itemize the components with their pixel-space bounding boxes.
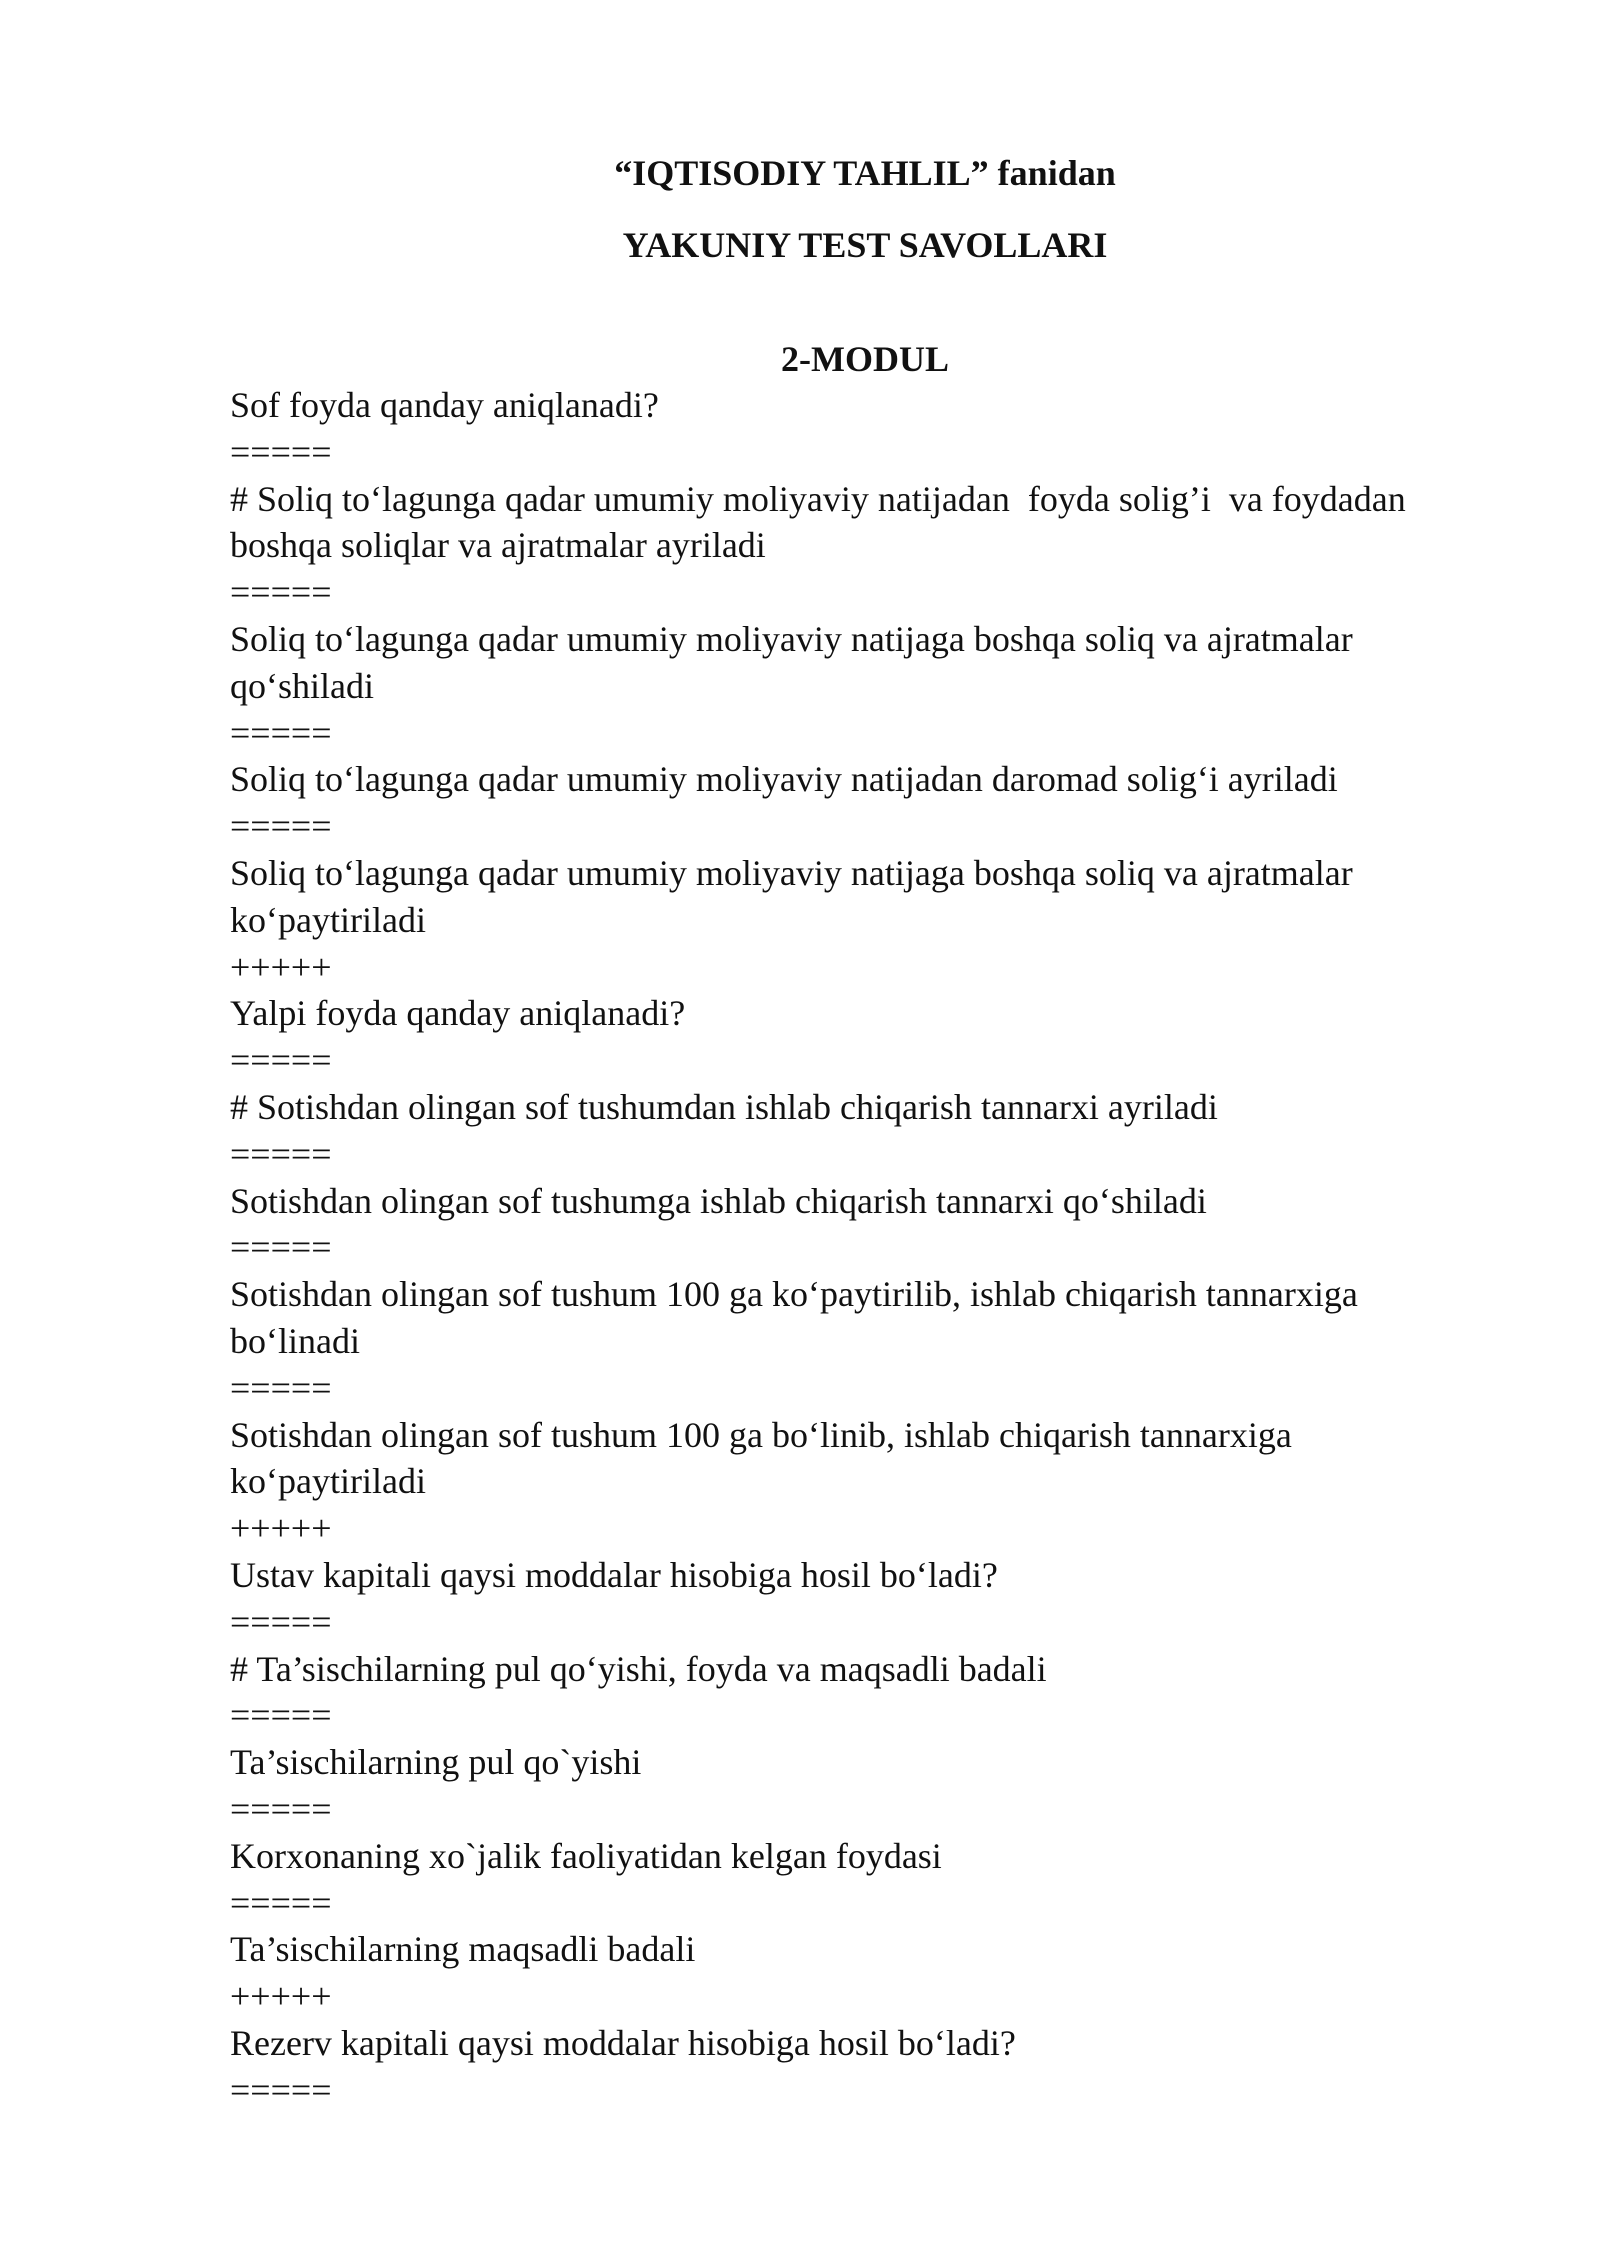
separator-line: ===== xyxy=(230,1788,332,1829)
document-title: “IQTISODIY TAHLIL” fanidan xyxy=(614,153,1116,193)
text-line: boshqa soliqlar va ajratmalar ayriladi xyxy=(230,525,766,566)
text-line: Yalpi foyda qanday aniqlanadi? xyxy=(230,993,686,1034)
separator-line: ===== xyxy=(230,1695,332,1736)
text-line: # Ta’sischilarning pul qo‘yishi, foyda va maqsadli badali xyxy=(230,1648,1047,1689)
separator-line: ===== xyxy=(230,806,332,847)
text-line: Ustav kapitali qaysi moddalar hisobiga hosil bo‘ladi? xyxy=(230,1554,998,1595)
text-line: ko‘paytiriladi xyxy=(230,1461,426,1502)
text-line: qo‘shiladi xyxy=(230,665,374,706)
text-line: Sotishdan olingan sof tushum 100 ga bo‘linib, ishlab chiqarish tannarxiga xyxy=(230,1414,1292,1455)
text-line: Ta’sischilarning maqsadli badali xyxy=(230,1929,696,1970)
separator-line: ===== xyxy=(230,1882,332,1923)
text-line: bo‘linadi xyxy=(230,1320,360,1361)
text-line: Soliq to‘lagunga qadar umumiy moliyaviy natijaga boshqa soliq va ajratmalar xyxy=(230,852,1353,893)
question-separator-line: +++++ xyxy=(230,946,332,987)
text-line: Sotishdan olingan sof tushumga ishlab chiqarish tannarxi qo‘shiladi xyxy=(230,1180,1207,1221)
text-line: Korxonaning xo`jalik faoliyatidan kelgan foydasi xyxy=(230,1835,942,1876)
separator-line: ===== xyxy=(230,1367,332,1408)
text-line: # Soliq to‘lagunga qadar umumiy moliyaviy natijadan foyda solig’i va foydadan xyxy=(230,478,1406,519)
test-questions-body xyxy=(230,382,1480,2113)
text-line: Ta’sischilarning pul qo`yishi xyxy=(230,1742,642,1783)
text-line: Rezerv kapitali qaysi moddalar hisobiga hosil bo‘ladi? xyxy=(230,2022,1016,2063)
separator-line: ===== xyxy=(230,712,332,753)
question-separator-line: +++++ xyxy=(230,1508,332,1549)
text-line: # Sotishdan olingan sof tushumdan ishlab chiqarish tannarxi ayriladi xyxy=(230,1086,1218,1127)
separator-line: ===== xyxy=(230,1040,332,1081)
text-line: Soliq to‘lagunga qadar umumiy moliyaviy natijaga boshqa soliq va ajratmalar xyxy=(230,618,1353,659)
separator-line: ===== xyxy=(230,2069,332,2110)
separator-line: ===== xyxy=(230,572,332,613)
text-line: Sotishdan olingan sof tushum 100 ga ko‘paytirilib, ishlab chiqarish tannarxiga xyxy=(230,1274,1358,1315)
separator-line: ===== xyxy=(230,1601,332,1642)
document-subtitle: YAKUNIY TEST SAVOLLARI xyxy=(622,225,1108,265)
text-line: Sof foyda qanday aniqlanadi? xyxy=(230,385,659,425)
text-line: Soliq to‘lagunga qadar umumiy moliyaviy natijadan daromad solig‘i ayriladi xyxy=(230,759,1338,800)
module-heading: 2-MODUL xyxy=(781,339,949,379)
separator-line: ===== xyxy=(230,1133,332,1174)
text-line: ko‘paytiriladi xyxy=(230,899,426,940)
question-separator-line: +++++ xyxy=(230,1976,332,2017)
separator-line: ===== xyxy=(230,1227,332,1268)
separator-line: ===== xyxy=(230,431,332,472)
